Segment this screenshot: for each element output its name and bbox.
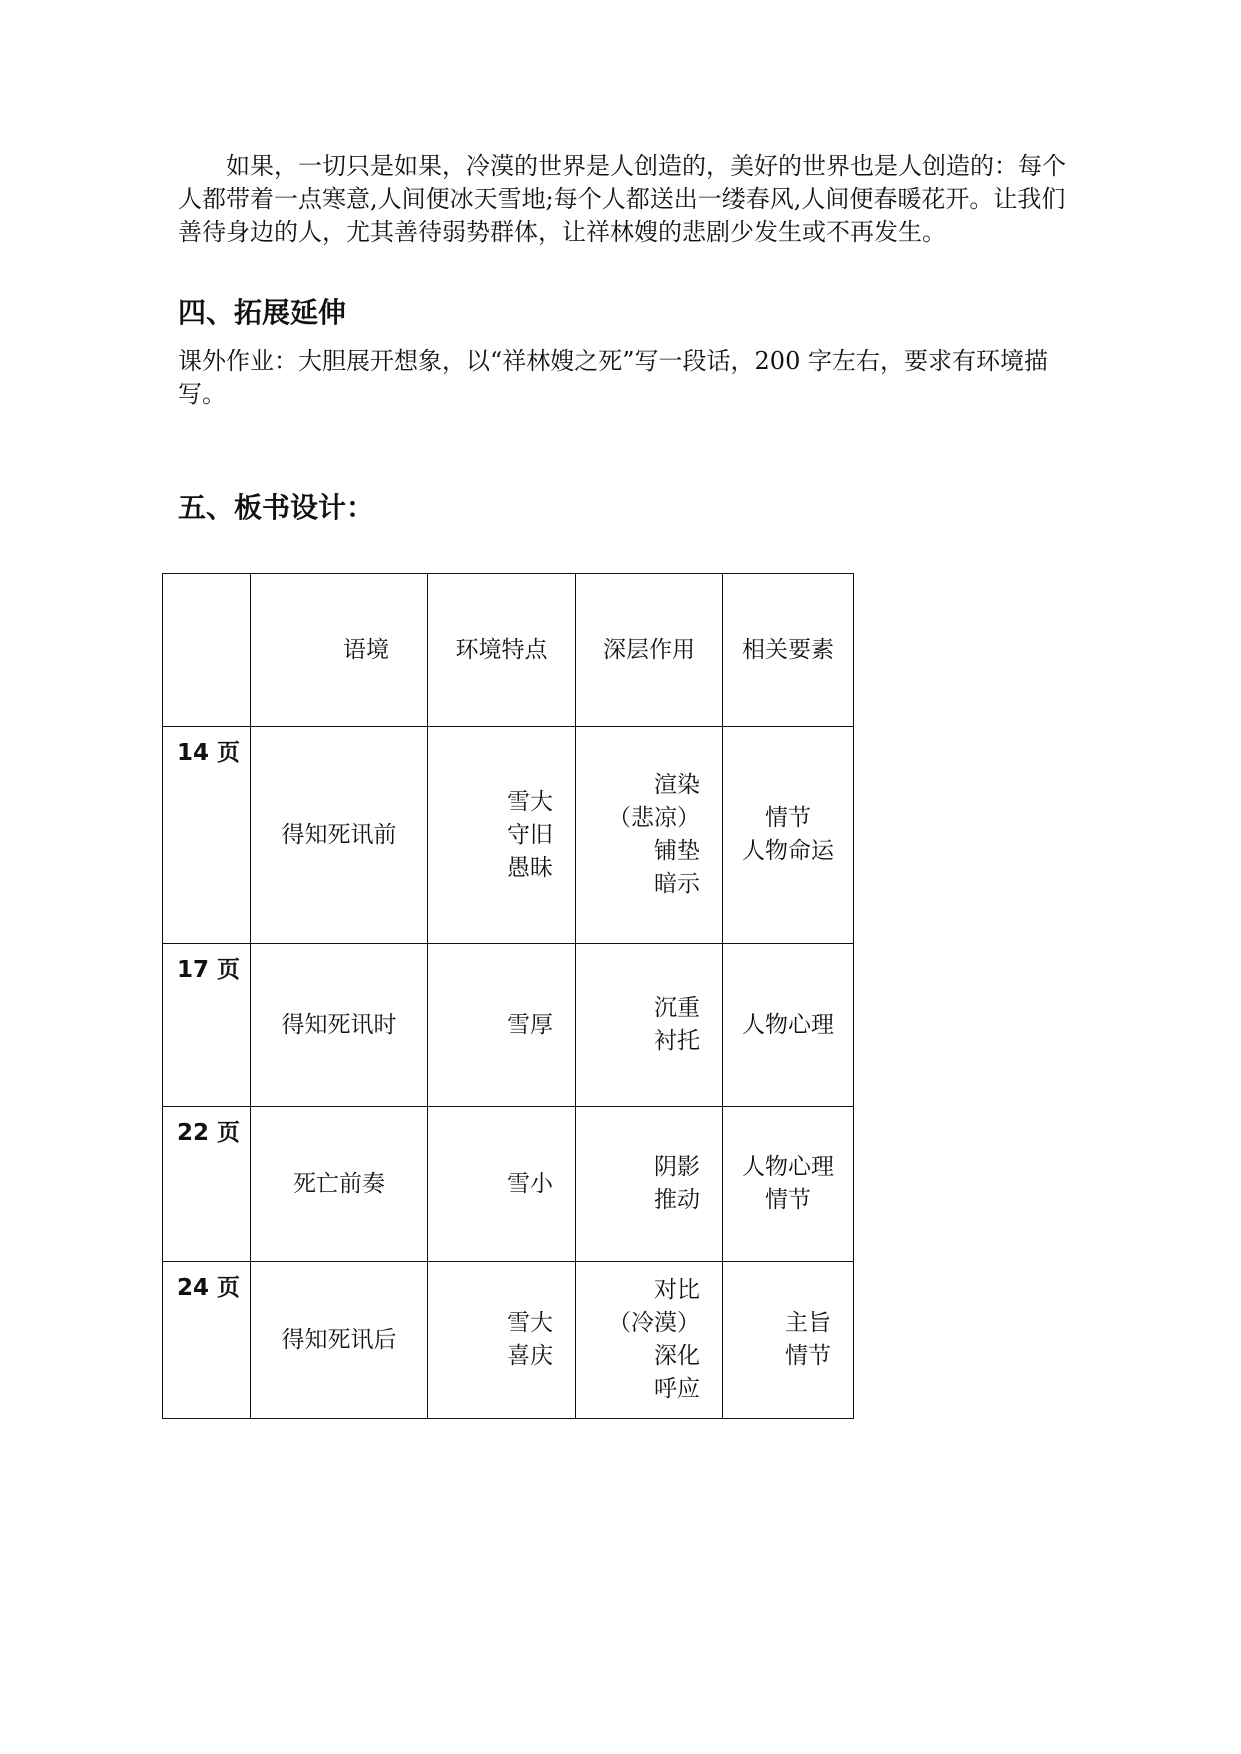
features-cell bbox=[428, 944, 576, 1107]
header-cell-page bbox=[163, 574, 251, 727]
feature-line: 雪厚 bbox=[507, 1011, 553, 1038]
intro-paragraph bbox=[178, 150, 1078, 249]
section4-title: 四、拓展延伸 bbox=[178, 296, 347, 329]
context-cell: 得知死讯后 bbox=[251, 1262, 428, 1419]
feature-line: 守旧 bbox=[507, 821, 553, 848]
homework-text: 课外作业：大胆展开想象，以“祥林嫂之死”写一段话，200 字左右，要求有环境描写。 bbox=[178, 347, 1048, 408]
feature-line: 愚昧 bbox=[507, 854, 553, 881]
effects-cell bbox=[576, 1107, 723, 1262]
table-row bbox=[163, 944, 854, 1107]
elements-cell bbox=[723, 727, 854, 944]
table-row bbox=[163, 727, 854, 944]
table-row bbox=[163, 1107, 854, 1262]
effect-line: 渲染 bbox=[654, 772, 700, 798]
page-cell bbox=[163, 1262, 251, 1419]
element-line: 人物心理 bbox=[742, 1154, 834, 1180]
elements-cell bbox=[723, 1107, 854, 1262]
effect-line: 深化 bbox=[654, 1343, 700, 1369]
feature-line: 雪大 bbox=[507, 788, 553, 815]
effect-line: 暗示 bbox=[654, 871, 700, 897]
effects-cell bbox=[576, 1262, 723, 1419]
header-cell-context bbox=[251, 574, 428, 727]
page-label: 24 页 bbox=[177, 1275, 241, 1301]
element-line: 情节 bbox=[785, 1343, 831, 1369]
elements-cell bbox=[723, 1262, 854, 1419]
features-cell bbox=[428, 1262, 576, 1419]
context-cell: 死亡前奏 bbox=[251, 1107, 428, 1262]
context-cell: 得知死讯时 bbox=[251, 944, 428, 1107]
effect-line: 呼应 bbox=[654, 1376, 700, 1402]
feature-line: 雪大 bbox=[507, 1310, 553, 1336]
header-cell-elements: 相关要素 bbox=[723, 574, 854, 727]
feature-line: 雪小 bbox=[507, 1170, 553, 1197]
element-line: 人物命运 bbox=[742, 838, 834, 864]
page-cell bbox=[163, 1107, 251, 1262]
page-cell bbox=[163, 727, 251, 944]
context-cell: 得知死讯前 bbox=[251, 727, 428, 944]
effect-line: 衬托 bbox=[654, 1028, 700, 1054]
effect-line: 阴影 bbox=[654, 1154, 700, 1180]
page-label: 17 页 bbox=[177, 957, 241, 983]
element-line: 主旨 bbox=[785, 1310, 831, 1336]
effect-line: （悲凉） bbox=[608, 805, 700, 831]
effect-line: 沉重 bbox=[654, 995, 700, 1021]
page-cell bbox=[163, 944, 251, 1107]
element-line: 人物心理 bbox=[742, 1011, 834, 1038]
features-cell bbox=[428, 1107, 576, 1262]
features-cell bbox=[428, 727, 576, 944]
header-context-label: 语境 bbox=[343, 636, 389, 663]
page-label: 22 页 bbox=[177, 1120, 241, 1146]
intro-text: 如果，一切只是如果，冷漠的世界是人创造的，美好的世界也是人创造的：每个人都带着一点寒意,人间便冰天雪地;每个人都送出一缕春风,人间便春暖花开。让我们善待身边的人，尤其善待弱势群体，让祥林嫂的悲剧少发生或不再发生。 bbox=[178, 152, 1066, 246]
elements-cell bbox=[723, 944, 854, 1107]
board-design-table bbox=[162, 573, 854, 1419]
element-line: 情节 bbox=[765, 805, 811, 831]
effect-line: 铺垫 bbox=[654, 838, 700, 864]
section5-title: 五、板书设计： bbox=[178, 491, 375, 524]
page-label: 14 页 bbox=[177, 740, 241, 766]
table-header-row bbox=[163, 574, 854, 727]
effect-line: （冷漠） bbox=[608, 1310, 700, 1336]
effect-line: 推动 bbox=[654, 1187, 700, 1213]
header-cell-features: 环境特点 bbox=[428, 574, 576, 727]
effects-cell bbox=[576, 727, 723, 944]
table-row bbox=[163, 1262, 854, 1419]
effects-cell bbox=[576, 944, 723, 1107]
header-cell-effects: 深层作用 bbox=[576, 574, 723, 727]
feature-line: 喜庆 bbox=[507, 1343, 553, 1369]
effect-line: 对比 bbox=[654, 1277, 700, 1303]
element-line: 情节 bbox=[765, 1187, 811, 1213]
